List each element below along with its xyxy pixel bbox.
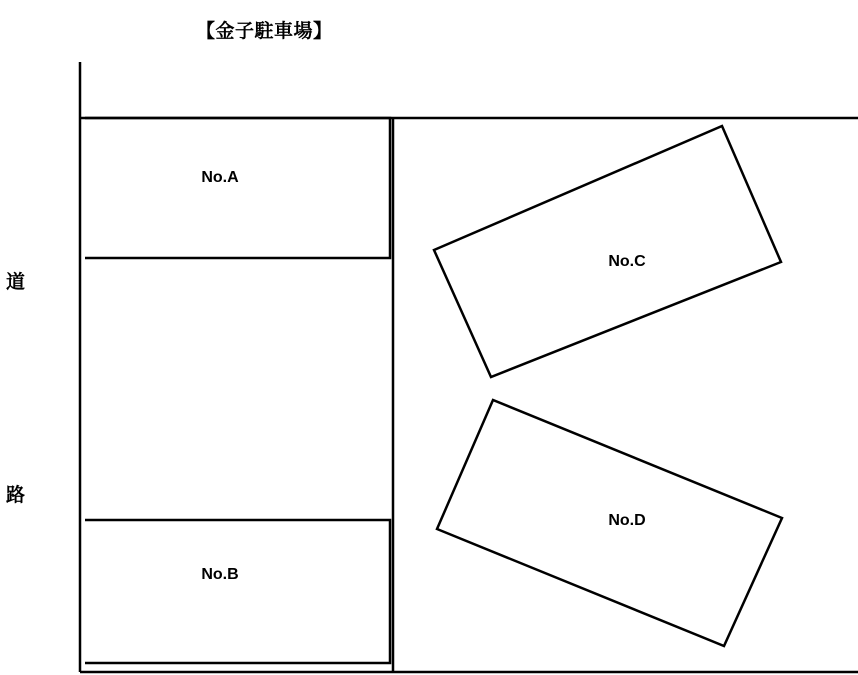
stall-label-a: No.A bbox=[201, 169, 239, 186]
stall-label-d: No.D bbox=[608, 512, 646, 529]
stall-outline-a bbox=[85, 118, 390, 258]
stall-outline-b bbox=[85, 520, 390, 663]
stall-outline-c bbox=[434, 126, 781, 377]
diagram-title: 【金子駐車場】 bbox=[196, 21, 333, 42]
stall-label-c: No.C bbox=[608, 253, 646, 270]
road-label-line-2: 路 bbox=[6, 485, 26, 506]
stall-label-b: No.B bbox=[201, 566, 239, 583]
road-label-line-1: 道 bbox=[6, 272, 26, 293]
